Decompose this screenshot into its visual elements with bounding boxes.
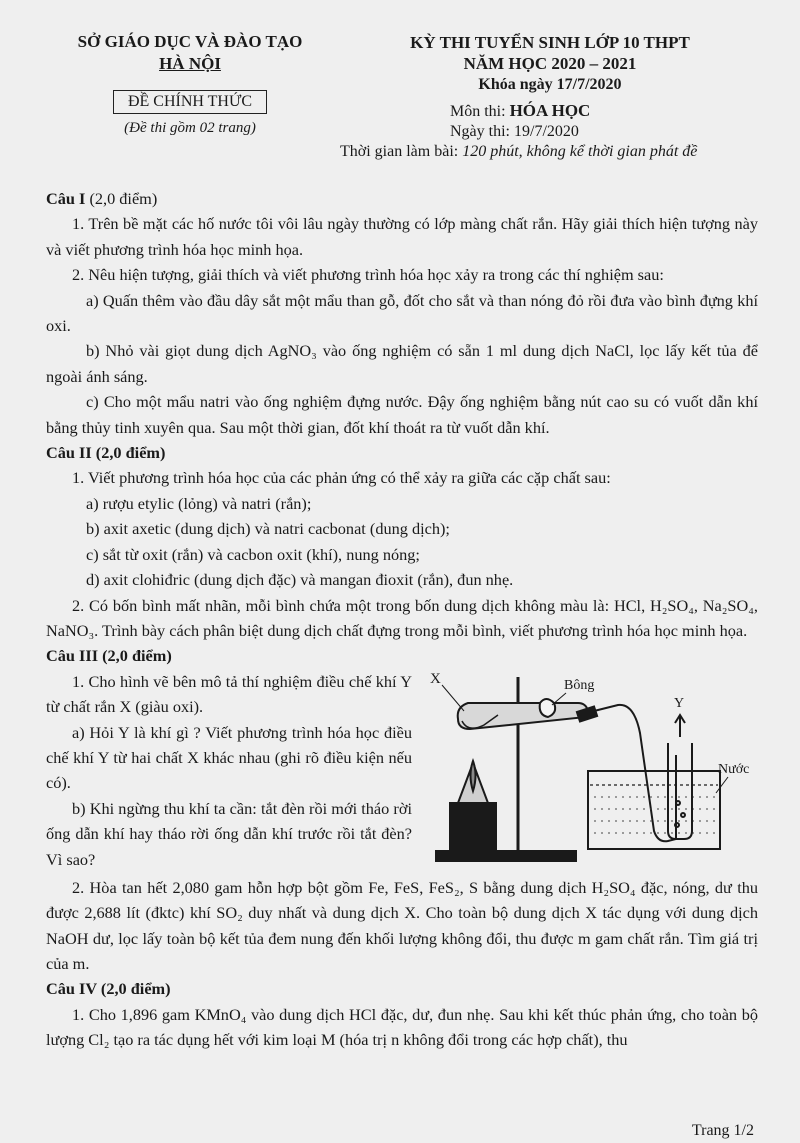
exam-title: KỲ THI TUYỂN SINH LỚP 10 THPT xyxy=(410,33,690,52)
lamp-body xyxy=(450,803,496,851)
test-tube xyxy=(458,703,588,729)
question-4-title: Câu IV (2,0 điểm) xyxy=(46,979,171,999)
city-name: HÀ NỘI xyxy=(159,54,221,73)
cotton xyxy=(540,699,555,717)
school-year: NĂM HỌC 2020 – 2021 xyxy=(463,54,637,73)
q2-part-1: 1. Viết phương trình hóa học của các phản ứng có thể xảy ra giữa các cặp chất sau: xyxy=(72,468,611,488)
flame xyxy=(471,761,476,791)
question-3-title: Câu III (2,0 điểm) xyxy=(46,646,172,666)
q1-part-2: 2. Nêu hiện tượng, giải thích và viết phương trình hóa học xảy ra trong các thí nghiệm sau: xyxy=(72,265,664,285)
page-number: Trang 1/2 xyxy=(691,1122,754,1139)
question-1-title xyxy=(46,186,758,211)
subject-label: Môn thi: xyxy=(450,103,510,120)
header-right xyxy=(330,32,770,162)
exam-body xyxy=(46,186,758,1053)
q1-item-a: a) Quấn thêm vào đầu dây sắt một mẩu than gỗ, đốt cho sắt và than nóng đỏ rồi đưa vào bình đựng khí oxi. xyxy=(46,290,758,336)
water-hatching xyxy=(594,797,716,833)
q3-item-a: a) Hỏi Y là khí gì ? Viết phương trình hóa học điều chế khí Y từ hai chất X khác nhau (ghi rõ điều kiện nếu có). xyxy=(46,722,412,793)
subject-name: HÓA HỌC xyxy=(509,101,591,120)
bubble xyxy=(676,801,680,805)
exam-session: Khóa ngày 17/7/2020 xyxy=(478,76,622,93)
question-1-points: (2,0 điểm) xyxy=(85,189,158,208)
time-label: Thời gian làm bài: xyxy=(340,143,463,160)
q4-part-1: 1. Cho 1,896 gam KMnO₄ vào dung dịch HCl đặc, dư, đun nhẹ. Sau khi kết thúc phản ứng, cho toàn bộ lượng Cl₂ tạo ra tác dụng hết với kim loại M (hóa trị n không đổi trong các hợp chất), thu xyxy=(46,1004,758,1050)
q2-part-2: 2. Có bốn bình mất nhãn, mỗi bình chứa một trong bốn dung dịch không màu là: HCl, H₂SO₄, Na₂SO₄, NaNO₃. Trình bày cách phân biệt dung dịch chất đựng trong mỗi bình, viết phương trình hóa học minh họa. xyxy=(46,595,758,640)
header-left xyxy=(70,32,310,137)
label-bong: Bông xyxy=(564,677,595,693)
stand-base xyxy=(436,851,576,861)
oxygen-apparatus-diagram xyxy=(428,663,758,873)
label-x: X xyxy=(430,670,441,687)
q3-figure-block xyxy=(46,669,758,875)
label-y: Y xyxy=(674,695,685,711)
delivery-tube xyxy=(594,705,676,841)
label-nuoc: Nước xyxy=(718,761,750,777)
time-value: 120 phút, không kể thời gian phát đề xyxy=(462,143,698,160)
pages-note: (Đề thi gồm 02 trang) xyxy=(124,120,256,136)
q1-item-b: b) Nhỏ vài giọt dung dịch AgNO₃ vào ống nghiệm có sẵn 1 ml dung dịch NaCl, lọc lấy kết tủa để ngoài ánh sáng. xyxy=(46,341,758,386)
department-name: SỞ GIÁO DỤC VÀ ĐÀO TẠO xyxy=(77,32,303,51)
question-2-title: Câu II (2,0 điểm) xyxy=(46,443,166,463)
q3-part-1: 1. Cho hình vẽ bên mô tả thí nghiệm điều chế khí Y từ chất rắn X (giàu oxi). xyxy=(46,671,412,717)
time-line xyxy=(340,142,770,162)
q3-item-b: b) Khi ngừng thu khí ta cần: tắt đèn rồi mới tháo rời ống dẫn khí hay tháo rời ống dẫn khí trước rồi tắt đèn? Vì sao? xyxy=(46,798,412,869)
exam-date: Ngày thi: 19/7/2020 xyxy=(450,123,579,140)
q1-part-1: 1. Trên bề mặt các hố nước tôi vôi lâu ngày thường có lớp màng chất rắn. Hãy giải thích hiện tượng này và viết phương trình hóa học minh họa. xyxy=(46,214,758,259)
question-1-label: Câu I xyxy=(46,189,86,208)
official-badge: ĐỀ CHÍNH THỨC xyxy=(113,90,267,114)
collecting-tube xyxy=(668,743,692,839)
subject-line xyxy=(450,101,770,122)
bubble xyxy=(681,813,685,817)
q2-item-d: d) axit clohiđric (dung dịch đặc) và mangan đioxit (rắn), đun nhẹ. xyxy=(86,570,514,590)
water-trough xyxy=(588,771,720,849)
q3-part-2: 2. Hòa tan hết 2,080 gam hỗn hợp bột gồm Fe, FeS, FeS₂, S bằng dung dịch H₂SO₄ đặc, nóng, dư thu được 2,688 lít (đktc) khí SO₂ duy nhất và dung dịch X. Cho toàn bộ dung dịch X tác dụng với dung dịch NaOH dư, lọc lấy toàn bộ kết tủa đem nung đến khối lượng không đổi, thu được m gam chất rắn. Tìm giá trị của m. xyxy=(46,877,758,973)
q2-item-c: c) sắt từ oxit (rắn) và cacbon oxit (khí), nung nóng; xyxy=(86,544,420,564)
q2-item-b: b) axit axetic (dung dịch) và natri cacbonat (dung dịch); xyxy=(86,519,450,539)
q3-figure-text xyxy=(46,669,412,872)
q1-item-c: c) Cho một mẩu natri vào ống nghiệm đựng nước. Đậy ống nghiệm bằng nút cao su có vuốt dẫn khí bằng thủy tinh xuyên qua. Sau một thời gian, đốt khí thoát ra từ vuốt dẫn khí. xyxy=(46,392,758,437)
q2-item-a: a) rượu etylic (lỏng) và natri (rắn); xyxy=(86,493,312,513)
x-leader xyxy=(442,685,464,711)
